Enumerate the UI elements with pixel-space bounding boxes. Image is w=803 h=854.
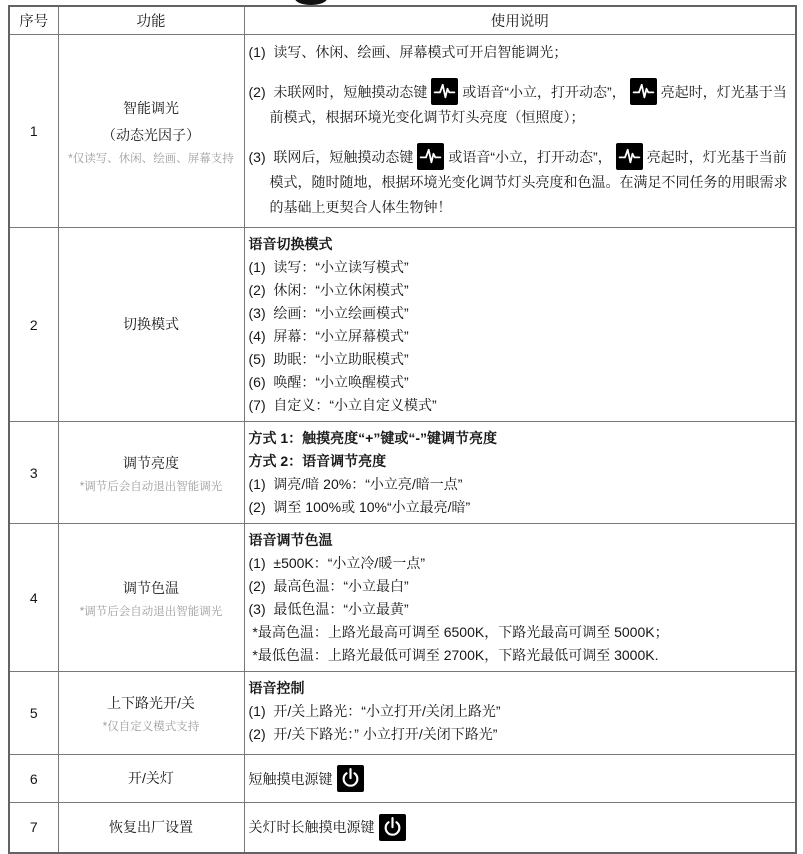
usage-text: (3) 最低色温：“小立最黄” [248, 601, 409, 617]
usage-text: (2) 开/关下路光：” 小立打开/关闭下路光” [248, 726, 498, 742]
usage-text: (5) 助眠：“小立助眠模式” [248, 351, 409, 367]
row-index-cell: 1 [9, 35, 58, 228]
table-header-row [9, 6, 796, 35]
usage-line [249, 598, 790, 621]
usage-text: (7) 自定义：“小立自定义模式” [248, 397, 437, 413]
usage-text: (1) 读写、休闲、绘画、屏幕模式可开启智能调光； [248, 44, 568, 60]
usage-line [249, 473, 790, 496]
function-label: 开/关灯 [128, 770, 174, 786]
function-cell [58, 524, 244, 672]
usage-text: (1) ±500K：“小立冷/暖一点” [248, 555, 425, 571]
dynamic-key-icon [417, 143, 444, 170]
usage-line [249, 700, 790, 723]
usage-text: 短触摸电源键 [248, 770, 333, 787]
table-row [9, 524, 796, 672]
function-cell [58, 422, 244, 524]
usage-text: 语音调节色温 [248, 532, 333, 548]
row-index-cell: 6 [9, 755, 58, 803]
usage-line [249, 450, 790, 473]
usage-text: 语音控制 [248, 680, 305, 696]
usage-text: *最高色温：上路光最高可调至 6500K，下路光最高可调至 5000K； [248, 624, 669, 640]
table-row [9, 35, 796, 228]
table-row [9, 803, 796, 853]
usage-text: (3) 绘画：“小立绘画模式” [248, 305, 409, 321]
function-label: 上下路光开/关 [107, 695, 195, 711]
function-note: *调节后会自动退出智能调光 [79, 480, 223, 493]
usage-text: (2) 休闲：“小立休闲模式” [248, 282, 409, 298]
row-index-cell: 5 [9, 672, 58, 755]
function-note: *仅读写、休闲、绘画、屏幕支持 [68, 152, 234, 165]
usage-text: 语音切换模式 [248, 236, 333, 252]
dynamic-key-icon [431, 78, 458, 105]
usage-text: (1) 读写：“小立读写模式” [248, 259, 409, 275]
function-cell [58, 35, 244, 228]
usage-cell [244, 672, 796, 755]
usage-cell [244, 524, 796, 672]
function-label: 调节亮度 [123, 454, 179, 471]
dynamic-key-icon [630, 78, 657, 105]
usage-text: (3) 联网后，短触摸动态键 [248, 149, 414, 165]
feature-spec-table [8, 5, 797, 854]
col-header-usage: 使用说明 [244, 6, 796, 35]
usage-line [249, 677, 790, 700]
usage-line [249, 644, 790, 667]
usage-text: (2) 最高色温：“小立最白” [248, 578, 409, 594]
function-cell [58, 228, 244, 422]
function-label: 恢复出厂设置 [109, 818, 193, 835]
usage-line [249, 371, 790, 394]
usage-line [249, 621, 790, 644]
table-row [9, 755, 796, 803]
usage-line [249, 40, 790, 65]
usage-cell [244, 755, 796, 803]
row-index-cell: 4 [9, 524, 58, 672]
function-cell [58, 755, 244, 803]
usage-cell [244, 422, 796, 524]
usage-text: 或语音“小立，打开动态”， [462, 84, 626, 100]
row-index-cell: 7 [9, 803, 58, 853]
function-note: *仅自定义模式支持 [102, 721, 200, 733]
usage-line [249, 496, 790, 519]
row-index-cell: 3 [9, 422, 58, 524]
usage-line [249, 427, 790, 450]
usage-text: 方式 1：触摸亮度“+”键或“-”键调节亮度 [248, 430, 498, 446]
col-header-function: 功能 [58, 6, 244, 35]
usage-text: 关灯时长触摸电源键 [248, 819, 375, 836]
usage-text: 方式 2：语音调节亮度 [248, 453, 387, 469]
dynamic-key-icon [616, 143, 643, 170]
usage-line [249, 302, 790, 325]
usage-text: 或语音“小立，打开动态”， [448, 149, 612, 165]
function-cell [58, 803, 244, 853]
power-key-icon [337, 765, 364, 792]
usage-text: (2) 未联网时，短触摸动态键 [248, 84, 428, 100]
table-row [9, 422, 796, 524]
usage-text: (6) 唤醒：“小立唤醒模式” [248, 374, 409, 390]
usage-line [249, 233, 790, 256]
usage-line [249, 145, 790, 220]
usage-line [249, 816, 790, 839]
usage-line [249, 723, 790, 746]
usage-line [249, 552, 790, 575]
function-label: 切换模式 [123, 316, 179, 332]
usage-line [249, 256, 790, 279]
usage-line [249, 325, 790, 348]
usage-line [249, 394, 790, 417]
function-note: *调节后会自动退出智能调光 [79, 605, 223, 618]
usage-line [249, 80, 790, 130]
usage-cell [244, 35, 796, 228]
row-index-cell: 2 [9, 228, 58, 422]
table-row [9, 228, 796, 422]
col-header-index: 序号 [9, 6, 58, 35]
usage-cell [244, 803, 796, 853]
usage-text: (2) 调至 100%或 10%“小立最亮/暗” [248, 499, 471, 515]
function-label: （动态光因子） [102, 126, 200, 143]
usage-text: (1) 调亮/暗 20%：“小立亮/暗一点” [248, 476, 463, 492]
usage-line [249, 529, 790, 552]
usage-cell [244, 228, 796, 422]
usage-text: 亮起时，灯光基于当前模式，随时随地，根据环境光变化调节灯头亮度和色温。在满足不同任务的用眼需求的基础上更契合人体生物钟！ [269, 149, 788, 215]
usage-text: (1) 开/关上路光：“小立打开/关闭上路光” [248, 703, 501, 719]
usage-text: *最低色温：上路光最低可调至 2700K，下路光最低可调至 3000K. [248, 647, 659, 663]
function-cell [58, 672, 244, 755]
function-label: 调节色温 [123, 579, 179, 596]
table-row [9, 672, 796, 755]
usage-text: (4) 屏幕：“小立屏幕模式” [248, 328, 409, 344]
usage-line [249, 279, 790, 302]
usage-line [249, 348, 790, 371]
usage-line [249, 768, 790, 791]
usage-text: 亮起时，灯光基于当前模式，根据环境光变化调节灯头亮度（恒照度）； [269, 84, 787, 125]
usage-line [249, 575, 790, 598]
power-key-icon [379, 814, 406, 841]
function-label: 智能调光 [123, 99, 179, 116]
